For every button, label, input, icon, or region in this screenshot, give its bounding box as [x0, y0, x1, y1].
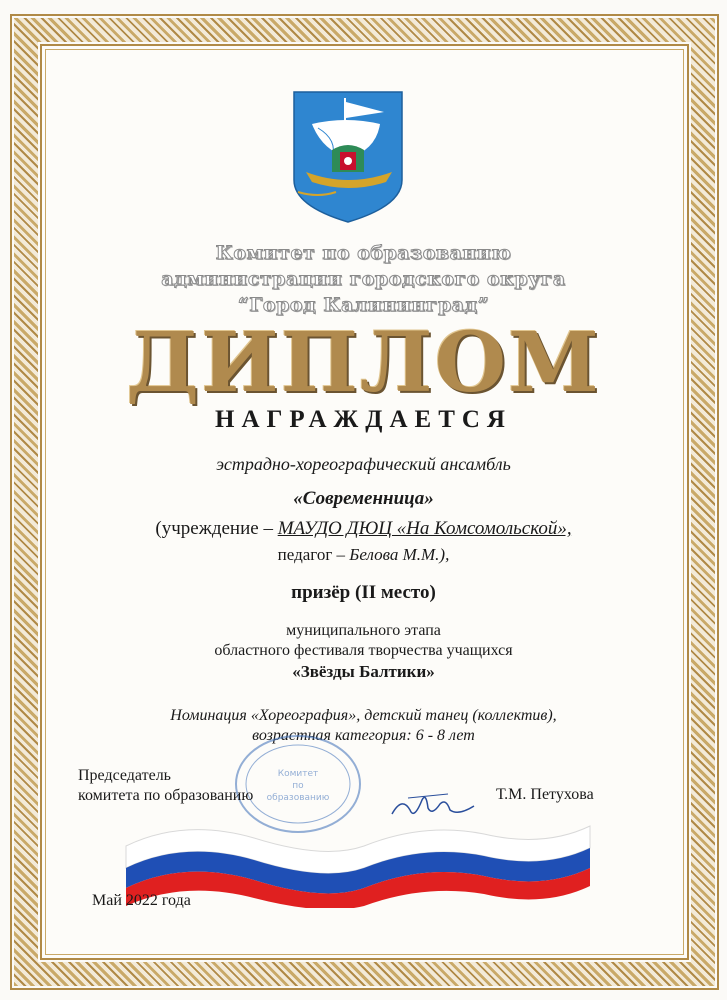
- institution-name: МАУДО ДЮЦ «На Комсомольской»,: [277, 518, 572, 539]
- event-line-2: областного фестиваля творчества учащихся: [214, 642, 513, 659]
- stamp-text-3: образованию: [266, 793, 330, 803]
- institution-line: [80, 518, 647, 540]
- signatory-role-2: комитета по образованию: [78, 787, 254, 804]
- teacher-line: [80, 545, 647, 565]
- signatory-name: Т.М. Петухова: [496, 786, 594, 803]
- teacher-prefix: педагог –: [277, 545, 350, 564]
- place-award: призёр (II место): [291, 582, 436, 603]
- committee-line-2: администрации городского округа: [161, 268, 566, 290]
- signatory-role-1: Председатель: [78, 767, 171, 784]
- teacher-name: Белова М.М.),: [349, 545, 450, 564]
- stamp-text-1: Комитет: [277, 769, 319, 779]
- committee-line-1: Комитет по образованию: [215, 242, 512, 264]
- diploma-title: ДИПЛОМ: [126, 315, 601, 411]
- committee-line-3: “Город Калининград”: [237, 294, 490, 316]
- stamp-text-2: по: [292, 781, 304, 791]
- issue-date: Май 2022 года: [92, 892, 191, 909]
- recipient-type: эстрадно-хореографический ансамбль: [216, 454, 511, 474]
- event-line-1: муниципального этапа: [286, 622, 441, 639]
- signature-icon: [388, 786, 478, 826]
- nomination-line-1: Номинация «Хореография», детский танец (коллектив),: [170, 707, 557, 724]
- russian-flag-ribbon-icon: [124, 808, 594, 908]
- event-line-3: «Звёзды Балтики»: [292, 662, 435, 681]
- kaliningrad-coat-of-arms-icon: [288, 88, 408, 226]
- institution-prefix: (учреждение –: [155, 518, 278, 539]
- awarded-heading: НАГРАЖДАЕТСЯ: [215, 406, 512, 433]
- recipient-name: «Современница»: [293, 488, 434, 509]
- nomination-line-2: возрастная категория: 6 - 8 лет: [252, 727, 475, 744]
